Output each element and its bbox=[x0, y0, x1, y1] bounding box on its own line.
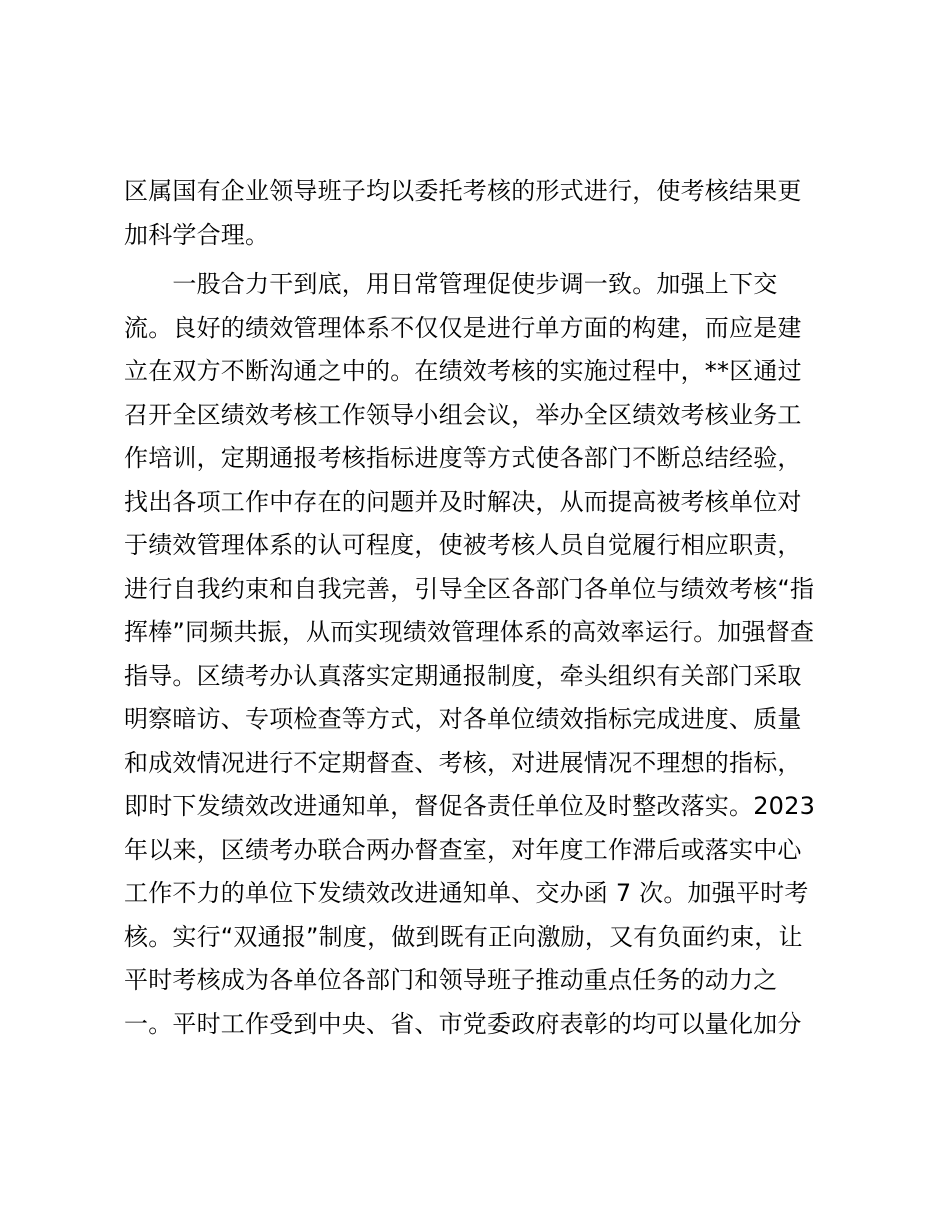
text-line: 即时下发绩效改进通知单，督促各责任单位及时整改落实。2023 bbox=[124, 792, 816, 820]
text-line: 于绩效管理体系的认可程度，使被考核人员自觉履行相应职责， bbox=[124, 531, 802, 559]
text-line: 进行自我约束和自我完善，引导全区各部门各单位与绩效考核“指 bbox=[124, 574, 815, 603]
text-line: 和成效情况进行不定期督查、考核，对进展情况不理想的指标， bbox=[124, 748, 802, 777]
paragraph-2 bbox=[124, 263, 844, 1046]
text-line: 一股合力干到底，用日常管理促使步调一致。加强上下交 bbox=[124, 270, 778, 298]
paragraph-1 bbox=[124, 170, 844, 257]
text-line: 流。良好的绩效管理体系不仅仅是进行单方面的构建，而应是建 bbox=[124, 313, 802, 342]
document-body bbox=[124, 170, 844, 1046]
text-line: 年以来，区绩考办联合两办督查室，对年度工作滞后或落实中心 bbox=[124, 835, 802, 864]
text-line: 明察暗访、专项检查等方式，对各单位绩效指标完成进度、质量 bbox=[124, 705, 802, 733]
text-line: 一。平时工作受到中央、省、市党委政府表彰的均可以量化加分 bbox=[124, 1009, 802, 1038]
text-line: 作培训，定期通报考核指标进度等方式使各部门不断总结经验， bbox=[124, 444, 802, 472]
text-line: 挥棒”同频共振，从而实现绩效管理体系的高效率运行。加强督查 bbox=[124, 618, 815, 646]
text-line: 工作不力的单位下发绩效改进通知单、交办函 7 次。加强平时考 bbox=[124, 879, 809, 907]
text-line: 区属国有企业领导班子均以委托考核的形式进行，使考核结果更 bbox=[124, 177, 802, 205]
text-line: 召开全区绩效考核工作领导小组会议，举办全区绩效考核业务工 bbox=[124, 400, 802, 429]
text-line: 核。实行“双通报”制度，做到既有正向激励，又有负面约束，让 bbox=[124, 922, 803, 951]
text-line: 加科学合理。 bbox=[124, 220, 270, 249]
text-line: 立在双方不断沟通之中的。在绩效考核的实施过程中，**区通过 bbox=[124, 357, 802, 385]
text-line: 平时考核成为各单位各部门和领导班子推动重点任务的动力之 bbox=[124, 966, 778, 994]
text-line: 指导。区绩考办认真落实定期通报制度，牵头组织有关部门采取 bbox=[124, 661, 802, 690]
text-line: 找出各项工作中存在的问题并及时解决，从而提高被考核单位对 bbox=[124, 487, 802, 516]
